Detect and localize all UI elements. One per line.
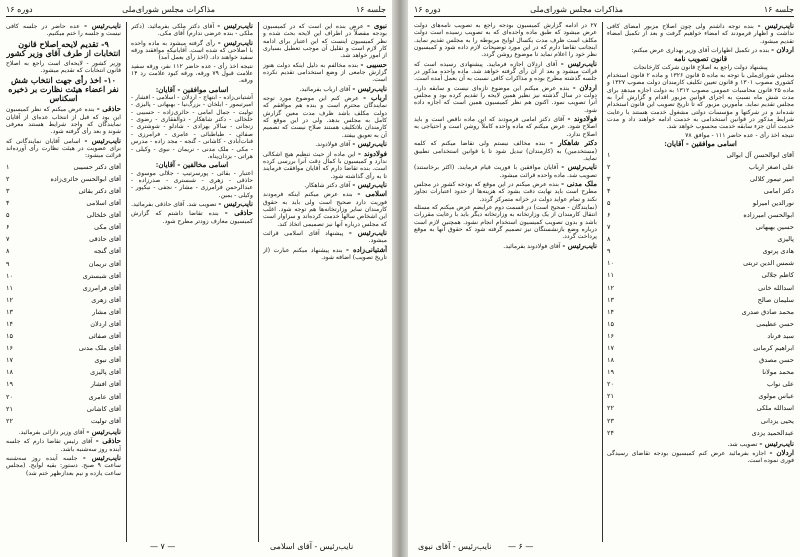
speaker: حسیبی - [360, 59, 387, 69]
paragraph: وزیر کشور - لایحه‌ای است راجع به اصلاح قانون انتخابات که تقدیم میشود. [6, 59, 121, 75]
speaker: فولادوند - [358, 148, 387, 158]
list-title: اسامی موافقین - آقایان: [155, 84, 229, 94]
paragraph: بنده عرض میکنم این موضوع تازه‌ای نیست و سابقه دارد. دولت در سال گذشته نیز نظیر همین لایحه را تقدیم کرده بود و مجلس آنرا تصویب نمود. اکنون هم نظر کمیسیون همین است که اجازه داده شود. [414, 84, 597, 114]
list-item: سلیمان صالح ۱۳ [607, 295, 794, 304]
speaker: آشتیانی‌زاده - [346, 244, 387, 254]
paragraph: اجازه بفرمائید عرض کنم کمیسیون بودجه تقاضای رسیدگی فوری نموده است. [607, 450, 794, 465]
paragraph: بنده توجه داشتم ولی چون اصلاح مزبور امضای کافی نداشت و اظهار فرمودند که امضاء خواهیم گرفت و بعد از تکمیل امضاء تقدیم میشود. [607, 23, 794, 45]
list-item: اسدالله خانی ۱۲ [607, 283, 794, 292]
footer-speaker: نایب‌رئیس - آقای نبوی [418, 542, 492, 551]
right-page-column-1 [607, 22, 794, 542]
speaker: ملک مدنی - [561, 178, 597, 188]
paragraph: تصویب شد. [727, 440, 758, 448]
speaker: اردلان - [769, 448, 794, 458]
list-item: آقای مکی ۶ [6, 223, 121, 232]
speaker: نایب‌رئیس - [560, 58, 597, 68]
list-title: اسامی مخالفین - آقایان: [155, 160, 229, 170]
speaker: نایب‌رئیس - [759, 438, 794, 448]
speaker: نایب‌رئیس - [352, 139, 387, 149]
paragraph: آقای دکتر امامی فرمودند که این ماده ناقص است و باید اصلاح شود. عرض میکنم که ماده واحده کاملاً روشن است و احتیاجی به اصلاح ندارد. [414, 116, 597, 138]
speaker: نایب‌رئیس - [561, 162, 597, 172]
paragraph: رأی گرفته میشود به ماده واحده با اصلاحی که شده است. آقایانیکه موافقند ورقه سفید خواهند داد. (اخذ رأی بعمل آمد) [131, 39, 253, 62]
speaker: حاذقی - [224, 208, 253, 218]
left-page-column-1 [263, 22, 387, 542]
paragraph: عرض کنم این موضوع مورد توجه نمایندگان محترم است و بنده هم موافقم که دولت مکلف باشد ظرف مدت معین گزارش کامل به مجلس بدهد. ولی در این موقع که کارمندان بلاتکلیف هستند صلاح نیست که تصمیم آن به تعویق بیفتد. [263, 95, 387, 139]
list-item: آقای حاذقی ۷ [6, 235, 121, 244]
list-item: اسدالله ملکی ۲۲ [607, 404, 794, 413]
list-item: ابوالحسن امیرزاده ۶ [607, 210, 794, 219]
list-item: عباس مولوی ۲۱ [607, 392, 794, 401]
header-title: مذاکرات مجلس شورای‌ملی [530, 5, 623, 14]
paragraph: پیشنهاد آقای اسلامی قرائت میشود. [263, 229, 387, 245]
list-item: آقای مشار ۱۳ [6, 307, 121, 316]
list-item: سید فرناد ۱۶ [607, 331, 794, 340]
speaker: نایب‌رئیس - [352, 83, 387, 93]
left-page-header [6, 4, 386, 17]
speaker: اردلان - [771, 45, 794, 55]
list-item: آقای تولیت ۲۲ [6, 416, 121, 425]
list-item: نورالدین امیرلو ۵ [607, 198, 794, 207]
right-page-header [414, 4, 794, 17]
list-item: هادی پرتوی ۹ [607, 247, 794, 256]
speaker: نایب‌رئیس - [82, 452, 121, 462]
list-item: پالیزی ۸ [607, 235, 794, 244]
list-item: حسن عظیمی ۱۵ [607, 319, 794, 328]
section-heading: ۱۰- اخذ رأی جهت انتخاب شش نفر اعضاء هیئت نظارت بر ذخیره اسکناس [8, 75, 119, 104]
speaker: نایب‌رئیس - [86, 426, 121, 436]
list-item: آقای فرامرزی ۱۱ [6, 283, 121, 292]
list-item: ابراهیم کرمانی ۱۷ [607, 344, 794, 352]
list-item: آقای ابوالحسن حائری‌زاده ۲ [6, 174, 121, 183]
paragraph: بنده مخالفم به دلیل اینکه دولت هنوز گزارش جامعی از وضع استخدامی تقدیم نکرده است. [263, 61, 387, 84]
names-paragraph: آشتیانی‌زاده - ابتهاج - اردلان - اسلامی - افشار - امیرتیمور - ایلخان - بزرگ‌نیا - بهبهانی - پالیزی - تولیت - جمال امامی - حائری‌زاده - حسیبی - خلخالی - دکتر شاهکار - ذوالفقاری - رضوی - زنجانی - سالار بهزادی - شادلو - شوشتری - صفائی - طباطبائی - عامری - فرامرزی - قنات‌آبادی - کاشانی - گنجه - مجد زاده - مدرس - مکی - ملک مدنی - نریمان - نبوی - وکیلی - هراتی - یزدان‌پناه. [131, 94, 253, 160]
left-page-column-2 [131, 22, 253, 542]
section-heading: ۹- تقدیم لایحه اصلاح قانون انتخابات از طرف آقای وزیر کشور [6, 38, 121, 58]
list-item: آقای نریمان ۹ [6, 259, 121, 268]
name-list [607, 149, 794, 439]
speaker: اسلامی - [357, 189, 387, 199]
vote-result: نتیجه اخذ رأی - عده حاضر ۱۱۲ نفر، ورقه سفید علامت قبول ۷۹ ورقه، ورقه کبود علامت رد ۱۴ ورقه. [131, 62, 253, 85]
speaker: حاذقی - [96, 104, 121, 114]
paragraph: آقای دکتر ملکی بفرمائید. (دکتر ملکی - بنده عرضی ندارم) آقای مکی. [131, 23, 253, 38]
speaker: نایب‌رئیس - [757, 22, 794, 30]
list-item: آقای خلخالی ۵ [6, 211, 121, 220]
paragraph: آقایان موافقین با فوریت قیام فرمایند. (اکثر برخاستند) تصویب شد. ماده واحده قرائت میشود. [414, 164, 597, 179]
column-divider [126, 22, 127, 542]
list-item: علی اصغر ارباب ۲ [607, 162, 794, 171]
paragraph: آقای دکتر شاهکار. [304, 181, 351, 189]
column-divider [602, 22, 603, 542]
paragraph: بنده مخالف نیستم ولی تقاضا میکنم که کلمه (مستخدمین) به (کارمندان) تبدیل شود تا با قوانین استخدامی تطبیق نماید. [414, 140, 597, 162]
speaker: نایب‌رئیس - [217, 22, 253, 30]
header-period: دوره ۱۶ [414, 5, 441, 14]
paragraph: ۲۷ در ادامه گزارش کمیسیون بودجه راجع به تصویب نامه‌های دولت عرض میشود که طبق ماده واحده‌ای که به تصویب رسیده است دولت مکلف است ظرف مدت یکسال لوایح مربوطه را به مجلس تقدیم نماید. اینجانب تقاضا دارم که در این مورد توضیحات لازم داده شود و کمیسیون نظر خود را اعلام نماید تا موضوع روشن گردد. [414, 22, 597, 59]
speaker: نایب‌رئیس - [352, 179, 387, 189]
vote-result: نتیجه اخذ رأی - عده حاضر ۱۱۱ - موافق ۷۸ [685, 131, 794, 139]
speaker: نایب‌رئیس - [84, 135, 121, 145]
speaker: نایب‌رئیس - [562, 240, 597, 250]
paragraph: عده حاضر در جلسه کافی نیست و جلسه را ختم میکنیم. [6, 23, 121, 38]
speaker: نایب‌رئیس - [217, 37, 253, 47]
paragraph: آقای فولادوند. [315, 141, 351, 149]
list-item: علی نواب ۲۰ [607, 380, 794, 389]
list-item: حسن مصدق ۱۸ [607, 356, 794, 365]
list-item: محمد صادق صدری ۱۴ [607, 307, 794, 316]
right-page [408, 0, 800, 557]
paragraph: آقای فولادوند بفرمائید. [503, 242, 561, 250]
speaker: فولادوند - [567, 114, 597, 124]
paragraph: بنده عرض میکنم اینکه فرمودند فوریت دارد صحیح است ولی باید به حقوق کارمندان سایر وزارتخانه‌ها هم توجه شود. اغلب این اشخاص سالها خدمت کرده‌اند و سزاوار است که مجلس درباره آنها نیز تصمیمی اتخاذ کند. [263, 191, 387, 228]
list-item: حسین بهبهانی ۷ [607, 223, 794, 232]
section-heading: قانون تصویب نامه [673, 54, 728, 64]
list-title: اسامی موافقین - آقایان: [664, 139, 737, 149]
list-item: آقای ملک مدنی ۱۶ [6, 344, 121, 353]
paragraph: آقای اردلان اجازه فرمایید. پیشنهادی رسیده است که قرائت میشود و بعد از آن رأی گرفته خواهد شد. ماده واحده مذکور در جلسه گذشته مطرح بوده و مذاکرات کافی نسبت به آن بعمل آمده است. [414, 60, 597, 83]
list-item: آقای دکتر حسیبی ۱ [6, 162, 121, 171]
list-item: آقای پالیزی ۱۸ [6, 368, 121, 377]
paragraph: بنده عرض میکنم در این موقع که بودجه کشور در مجلس مطرح است باید نهایت دقت بشود که هزینه‌ها از حدود اعتبارات تجاوز نکند و تمام عواید دولت در خزانه متمرکز گردد. [414, 180, 597, 203]
speaker: نایب‌رئیس - [218, 198, 253, 208]
book-gutter [392, 0, 408, 557]
list-item: محمد مولانا ۱۹ [607, 368, 794, 377]
list-item: عبدالحمید یزدی ۲۴ [607, 428, 794, 437]
paragraph: عرض بنده این است که در کمیسیون بودجه مفصلاً در اطراف این لایحه بحث شده و نظر کمیسیون اینست که این اعتبار برای ادامه کار لازم است و تقلیل آن موجب تعطیل بسیاری از امور خواهد شد. [263, 23, 387, 60]
list-item: آقای اردلان ۱۴ [6, 320, 121, 328]
paragraph: بنده در تکمیل اظهارات آقای وزیر بهداری عرض میکنم: [631, 47, 770, 55]
list-item: آقای افشار ۱۹ [6, 380, 121, 389]
left-page [0, 0, 392, 557]
list-item: آقای دکتر بقائی ۳ [6, 186, 121, 195]
paragraph: آقای ارباب بفرمائید. [299, 85, 351, 93]
header-session: جلسه ۱۶ [355, 5, 386, 14]
paragraph: این ماده از حیث تنظیم هیچ اشکالی ندارد و کمیسیون با کمال دقت آنرا بررسی کرده است. بنده تقاضا دارم که آقایان موافقت فرمایند تا به رأی گذاشته شود. [263, 150, 387, 180]
speaker: اردلان - [572, 82, 597, 92]
paragraph: تصویب شد. آقای حاذقی بفرمائید. [131, 200, 217, 208]
speaker: نایب‌رئیس - [348, 227, 387, 237]
list-item: آقای اسلامی ۴ [6, 199, 121, 208]
list-item: آقای گنجه ۸ [6, 247, 121, 256]
left-page-column-3 [6, 22, 121, 542]
paragraph: (نمایندگان - صحیح است) در قسمت دوم عرایضم عرض میکنم که مسئله انتقال کارمندان از یک وزارتخانه به وزارتخانه دیگر باید با رعایت مقررات باشد و بدون تصویب کمیسیون استخدام انجام نشود. همچنین لازم است درباره وضع بازنشستگان نیز تصمیم گرفته شود که حقوق آنها به موقع پرداخت گردد. [414, 203, 597, 241]
list-item: آقای صفائی ۱۵ [6, 332, 121, 341]
header-session: جلسه ۱۶ [763, 5, 794, 14]
list-item: آقای شبستری ۱۰ [6, 271, 121, 280]
speaker: حاذقی - [95, 436, 121, 446]
speaker: نبوی - [367, 22, 387, 30]
names-paragraph: اعتبار - بقائی - پورسرتیپ - جلالی موسوی - حاذقی - زهری - شبستری - صدرزاده - عبدالرحمن فرامرزی - مشار - نجفی - نیکپور - وکیلی - یمین. [131, 169, 253, 199]
list-item: آقای عامری ۲۰ [6, 392, 121, 401]
paragraph: بنده تقاضا داشتم که گزارش کمیسیون معارف زودتر مطرح شود. [131, 210, 253, 225]
list-item: آقای نبوی ۱۷ [6, 356, 121, 365]
right-page-column-2 [414, 22, 597, 542]
section-subheading: پیشنهاد دولت راجع به اصلاح قانون شرکت کارخانجات [633, 63, 768, 71]
page-number: — ۷ — [150, 542, 176, 551]
header-title: مذاکرات مجلس شورای‌ملی [122, 5, 215, 14]
list-item: آقای ابوالحسن آل ابوالی ۱ [607, 150, 794, 159]
paragraph: جلسه آینده روز سه‌شنبه ساعت ۹ صبح. دستور: بقیه لوایح. (مجلس ساعت یازده و نیم بعدازظهر ختم شد) [6, 454, 121, 477]
footer-speaker: نایب‌رئیس - آقای اسلامی [270, 542, 354, 551]
paragraph: مجلس شورای‌ملی با توجه به ماده ۵ قانون ۱۳۲۶ و ماده ۲ قانون استخدام کشوری مصوب ۱۳۰۱ و قانون تعیین تکلیف کارمندان دولت مصوب ۱۳۲۷ و ماده ۲۵ قانون محاسبات عمومی مصوب ۱۳۱۲ به دولت اجازه میدهد برای مدت شش ماه نسبت به اجرای قوانین مزبور اقدام و گزارش آنرا به مجلس تقدیم نماید. مأمورین مزبور که تا تاریخ تصویب این قانون استخدام شده‌اند و در شرکتها و مؤسسات دولتی مشغول خدمت هستند با رعایت شرایط مذکور در قوانین استخدامی به خدمت ادامه خواهند داد و مدت خدمت آنان جزء سابقه خدمت محسوب خواهد شد. [607, 72, 794, 131]
paragraph: اسامی آقایان نمایندگانی که برای عضویت در هیئت نظارت رأی آورده‌اند قرائت میشود: [6, 137, 121, 160]
column-divider [258, 22, 259, 542]
speaker: نایب‌رئیس - [84, 22, 121, 30]
speaker: دکتر شاهکار - [550, 138, 597, 148]
paragraph: آقای رئیس تقاضا دارم که جلسه آینده روز سه‌شنبه باشد. [6, 438, 121, 453]
name-list [6, 161, 121, 427]
list-item: امیر تیمور کلالی ۳ [607, 174, 794, 183]
header-period: دوره ۱۶ [6, 5, 33, 14]
paragraph: آقای وزیر دارائی بفرمائید. [18, 428, 85, 436]
list-item: کاظم جلالی ۱۱ [607, 271, 794, 280]
page-number: — ۶ — [508, 542, 534, 551]
paragraph: بنده پیشنهاد میکنم عبارت (از تاریخ تصویب) اضافه شود. [263, 246, 387, 261]
list-item: آقای زهری ۱۲ [6, 295, 121, 304]
list-item: دکتر امامی ۴ [607, 186, 794, 195]
speaker: ارباب - [363, 93, 387, 103]
list-item: آقای کاشانی ۲۱ [6, 404, 121, 413]
list-item: یحیی یزدانی ۲۳ [607, 416, 794, 425]
list-item: شمس الدین تربتی ۱۰ [607, 259, 794, 268]
paragraph: بنده عرض میکنم که نظر کمیسیون این بود که قبل از انتخاب عده‌ای از آقایان نمایندگان که واجد شرایط هستند معرفی شوند و بعد رأی گرفته شود. [6, 106, 121, 136]
